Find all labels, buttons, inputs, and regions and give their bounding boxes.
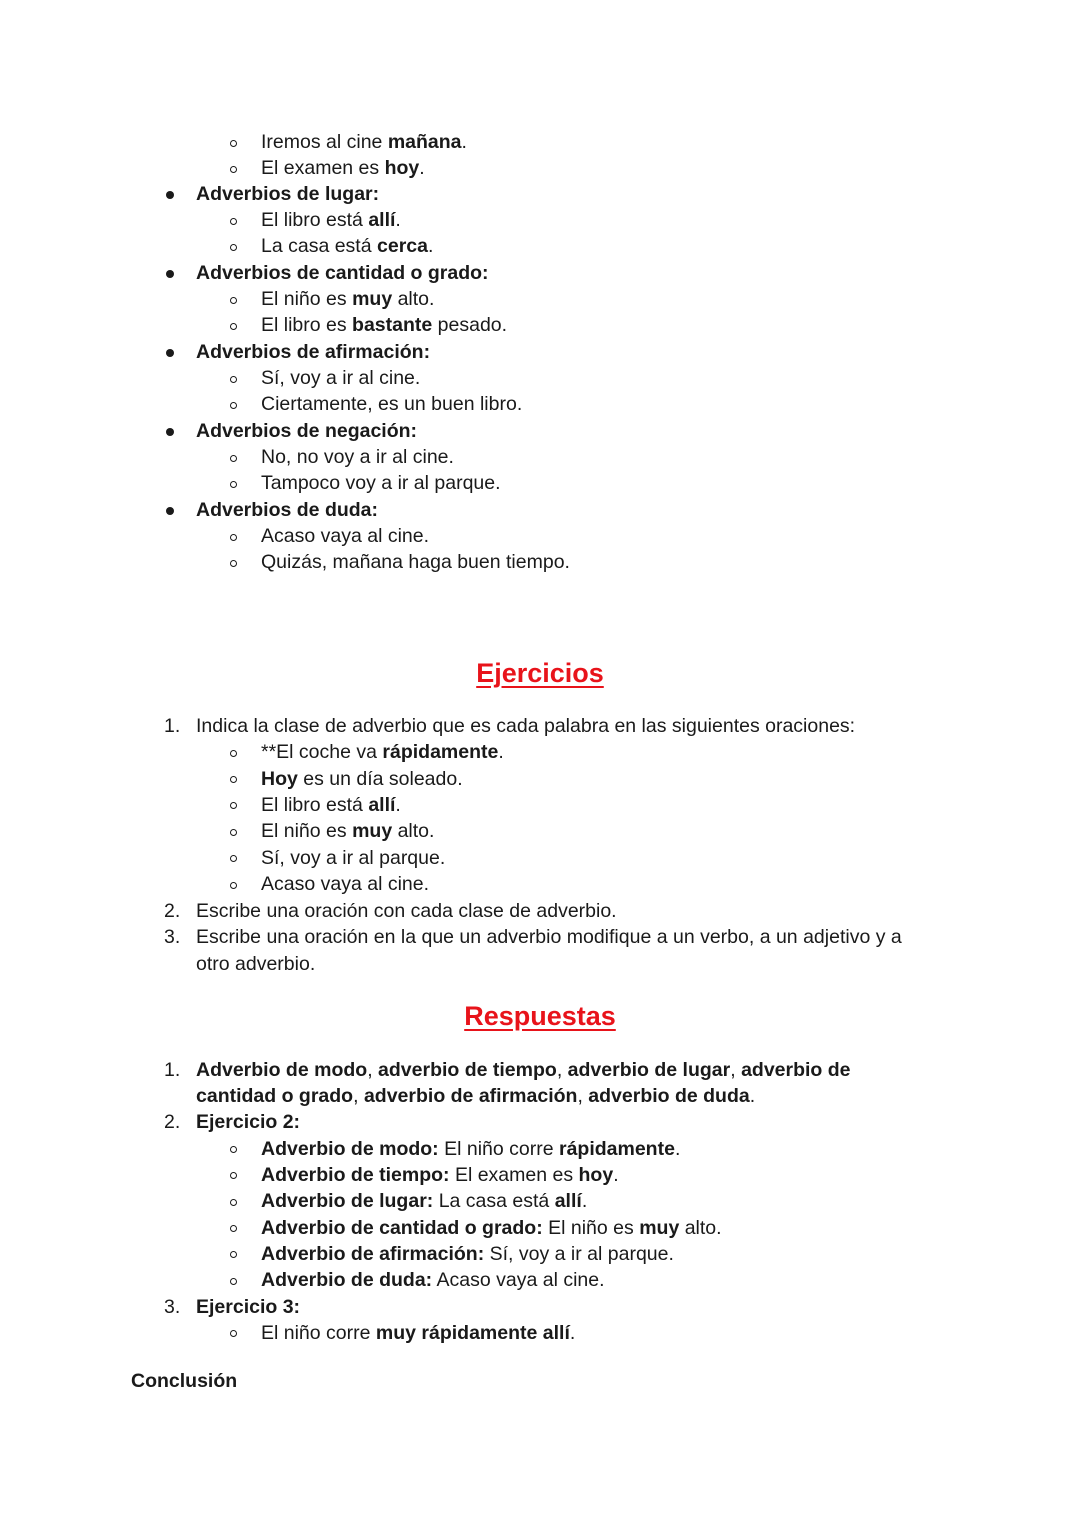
list-item: El libro está allí. (261, 794, 401, 816)
hollow-bullet-icon (230, 1146, 237, 1153)
hollow-bullet-icon (230, 297, 237, 304)
list-number: 3. (164, 1296, 181, 1318)
bullet-icon (166, 349, 174, 357)
hollow-bullet-icon (230, 855, 237, 862)
category-title: Adverbios de negación: (196, 420, 418, 442)
hollow-bullet-icon (230, 534, 237, 541)
hollow-bullet-icon (230, 402, 237, 409)
hollow-bullet-icon (230, 166, 237, 173)
list-item: Adverbio de tiempo: El examen es hoy. (261, 1164, 619, 1186)
hollow-bullet-icon (230, 323, 237, 330)
list-item: El niño es muy alto. (261, 820, 435, 842)
list-item: El examen es hoy. (261, 157, 425, 179)
list-item: Iremos al cine mañana. (261, 131, 467, 153)
hollow-bullet-icon (230, 750, 237, 757)
hollow-bullet-icon (230, 829, 237, 836)
bullet-icon (166, 270, 174, 278)
list-item: No, no voy a ir al cine. (261, 446, 454, 468)
category-title: Adverbios de cantidad o grado: (196, 262, 489, 284)
hollow-bullet-icon (230, 560, 237, 567)
bullet-icon (166, 507, 174, 515)
hollow-bullet-icon (230, 1199, 237, 1206)
hollow-bullet-icon (230, 802, 237, 809)
list-item: Tampoco voy a ir al parque. (261, 472, 501, 494)
list-item: Adverbio de cantidad o grado: El niño es muy alto. (261, 1217, 722, 1239)
hollow-bullet-icon (230, 244, 237, 251)
list-item: El niño es muy alto. (261, 288, 435, 310)
bullet-icon (166, 191, 174, 199)
category-title: Adverbios de lugar: (196, 183, 380, 205)
hollow-bullet-icon (230, 481, 237, 488)
list-number: 1. (164, 715, 181, 737)
list-item: Quizás, mañana haga buen tiempo. (261, 551, 570, 573)
list-number: 3. (164, 926, 181, 948)
list-item: El libro es bastante pesado. (261, 314, 508, 336)
hollow-bullet-icon (230, 455, 237, 462)
list-item: Hoy es un día soleado. (261, 768, 463, 790)
hollow-bullet-icon (230, 776, 237, 783)
list-item: Acaso vaya al cine. (261, 873, 430, 895)
category-title: Adverbios de afirmación: (196, 341, 431, 363)
answer-item-continuation: cantidad o grado, adverbio de afirmación, adverbio de duda. (196, 1085, 756, 1107)
list-item: Adverbio de duda: Acaso vaya al cine. (261, 1269, 605, 1291)
answer-title: Ejercicio 3: (196, 1296, 301, 1318)
section-heading-respuestas: Respuestas (464, 1001, 616, 1031)
list-item: Adverbio de lugar: La casa está allí. (261, 1190, 588, 1212)
list-item: Ciertamente, es un buen libro. (261, 393, 523, 415)
hollow-bullet-icon (230, 1172, 237, 1179)
list-item: La casa está cerca. (261, 235, 434, 257)
list-item: Adverbio de modo: El niño corre rápidamente. (261, 1138, 681, 1160)
hollow-bullet-icon (230, 140, 237, 147)
hollow-bullet-icon (230, 882, 237, 889)
exercise-item: Indica la clase de adverbio que es cada palabra en las siguientes oraciones: (196, 715, 856, 737)
hollow-bullet-icon (230, 376, 237, 383)
bullet-icon (166, 428, 174, 436)
list-number: 2. (164, 1111, 181, 1133)
exercise-item-continuation: otro adverbio. (196, 953, 316, 975)
section-heading-ejercicios: Ejercicios (476, 658, 604, 688)
list-number: 2. (164, 900, 181, 922)
hollow-bullet-icon (230, 1225, 237, 1232)
list-item: **El coche va rápidamente. (261, 741, 504, 763)
list-item: Sí, voy a ir al parque. (261, 847, 446, 869)
answer-item: Adverbio de modo, adverbio de tiempo, adverbio de lugar, adverbio de (196, 1059, 851, 1081)
list-item: Sí, voy a ir al cine. (261, 367, 421, 389)
exercise-item: Escribe una oración en la que un adverbio modifique a un verbo, a un adjetivo y a (196, 926, 902, 948)
list-item: El niño corre muy rápidamente allí. (261, 1322, 576, 1344)
answer-title: Ejercicio 2: (196, 1111, 301, 1133)
list-item: El libro está allí. (261, 209, 401, 231)
hollow-bullet-icon (230, 1330, 237, 1337)
hollow-bullet-icon (230, 1251, 237, 1258)
list-item: Adverbio de afirmación: Sí, voy a ir al parque. (261, 1243, 674, 1265)
hollow-bullet-icon (230, 218, 237, 225)
conclusion-heading: Conclusión (131, 1370, 238, 1392)
list-item: Acaso vaya al cine. (261, 525, 430, 547)
hollow-bullet-icon (230, 1278, 237, 1285)
category-title: Adverbios de duda: (196, 499, 379, 521)
list-number: 1. (164, 1059, 181, 1081)
exercise-item: Escribe una oración con cada clase de adverbio. (196, 900, 617, 922)
